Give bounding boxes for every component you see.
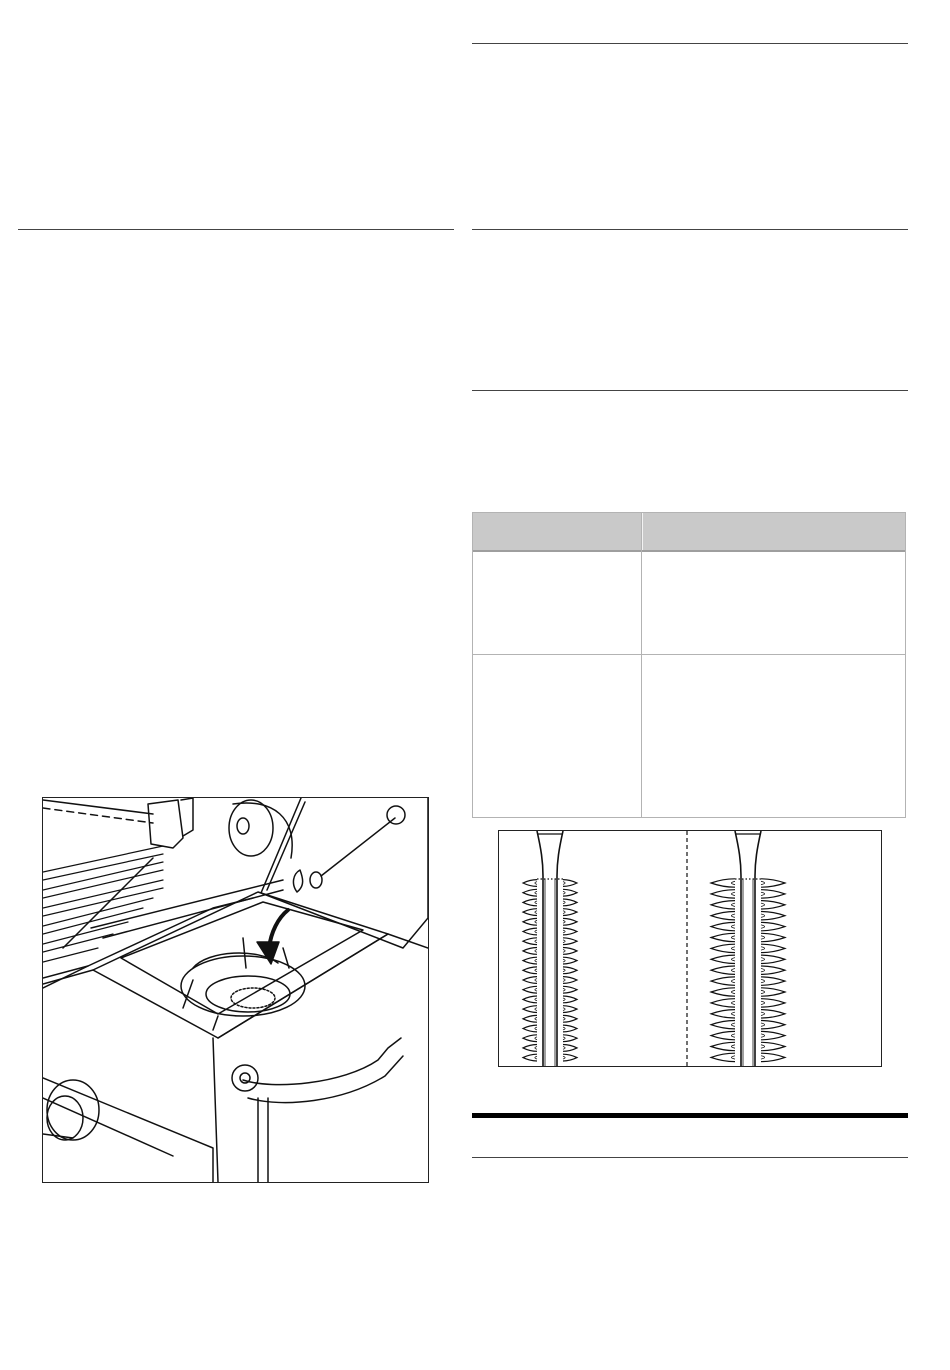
flame-mark-inner	[563, 882, 565, 885]
flame-marks	[523, 879, 785, 1062]
flame-mark-inner	[761, 914, 765, 917]
flame-mark-inner	[535, 1037, 537, 1040]
flame-mark-inner	[563, 988, 565, 991]
flame-mark-inner	[563, 1017, 565, 1020]
flame-mark-inner	[761, 892, 765, 895]
flame-mark-inner	[535, 1056, 537, 1059]
flame-mark-inner	[535, 979, 537, 982]
flame-mark-inner	[731, 1023, 735, 1026]
flame-mark-inner	[535, 998, 537, 1001]
burner-tube-flame-pattern-icon	[499, 831, 881, 1066]
flame-mark-inner	[535, 940, 537, 943]
flame-mark-inner	[563, 1037, 565, 1040]
grill-side-burner-match-lighting-icon	[43, 798, 428, 1182]
flame-mark-inner	[563, 891, 565, 894]
troubleshooting-table	[472, 512, 906, 818]
flame-mark-inner	[761, 969, 765, 972]
flame-mark-inner	[761, 925, 765, 928]
flame-mark-inner	[761, 947, 765, 950]
table-row-divider	[473, 654, 905, 655]
flame-mark-inner	[731, 958, 735, 961]
flame-mark-inner	[761, 1034, 765, 1037]
flame-mark-inner	[731, 979, 735, 982]
section-heavy-rule	[472, 1113, 908, 1118]
flame-mark-inner	[731, 990, 735, 993]
flame-mark-inner	[761, 958, 765, 961]
flame-mark-inner	[563, 1008, 565, 1011]
flame-mark-inner	[731, 925, 735, 928]
flame-mark-inner	[535, 969, 537, 972]
flame-mark-inner	[535, 882, 537, 885]
flame-mark-inner	[535, 1027, 537, 1030]
flame-mark-inner	[731, 914, 735, 917]
flame-mark-inner	[761, 936, 765, 939]
flame-mark-inner	[563, 1047, 565, 1050]
flame-mark-inner	[563, 901, 565, 904]
flame-mark-inner	[731, 1001, 735, 1004]
flame-mark-inner	[535, 959, 537, 962]
flame-mark-inner	[563, 998, 565, 1001]
section-rule-right-1	[472, 43, 908, 44]
table-column-divider	[641, 513, 642, 817]
flame-mark-inner	[563, 959, 565, 962]
flame-mark-inner	[563, 1027, 565, 1030]
flame-mark-inner	[761, 979, 765, 982]
flame-mark-inner	[563, 940, 565, 943]
table-header-row	[473, 513, 905, 552]
flame-mark-inner	[731, 892, 735, 895]
flame-mark-inner	[731, 1056, 735, 1059]
flame-mark-inner	[563, 969, 565, 972]
flame-mark-inner	[761, 990, 765, 993]
flame-mark-inner	[535, 920, 537, 923]
flame-mark-inner	[535, 1008, 537, 1011]
flame-mark-inner	[535, 891, 537, 894]
flame-mark-inner	[731, 947, 735, 950]
flame-mark-inner	[761, 903, 765, 906]
flame-mark-inner	[535, 901, 537, 904]
flame-mark-inner	[563, 950, 565, 953]
flame-mark-inner	[535, 1017, 537, 1020]
flame-mark-inner	[535, 930, 537, 933]
flame-mark-inner	[731, 1034, 735, 1037]
flame-mark-inner	[731, 1045, 735, 1048]
flame-mark-inner	[761, 1012, 765, 1015]
flame-mark-inner	[535, 988, 537, 991]
grill-illustration-figure	[42, 797, 429, 1183]
flame-mark-inner	[563, 930, 565, 933]
flame-mark-inner	[731, 881, 735, 884]
flame-mark-inner	[761, 1023, 765, 1026]
flame-mark-inner	[535, 1047, 537, 1050]
section-rule-right-3	[472, 390, 908, 391]
flame-mark-inner	[731, 936, 735, 939]
flame-mark-inner	[761, 1045, 765, 1048]
section-rule-right-4	[472, 1157, 908, 1158]
flame-mark-inner	[731, 969, 735, 972]
flame-mark-inner	[761, 1056, 765, 1059]
flame-mark-inner	[563, 920, 565, 923]
flame-mark-inner	[731, 1012, 735, 1015]
flame-mark-inner	[535, 950, 537, 953]
flame-mark-inner	[731, 903, 735, 906]
section-rule-left-1	[18, 229, 454, 230]
section-rule-right-2	[472, 229, 908, 230]
burner-flame-diagram-figure	[498, 830, 882, 1067]
flame-mark-inner	[761, 1001, 765, 1004]
flame-mark-inner	[563, 911, 565, 914]
flame-mark-inner	[563, 979, 565, 982]
flame-mark-inner	[761, 881, 765, 884]
flame-mark-inner	[563, 1056, 565, 1059]
flame-mark-inner	[535, 911, 537, 914]
